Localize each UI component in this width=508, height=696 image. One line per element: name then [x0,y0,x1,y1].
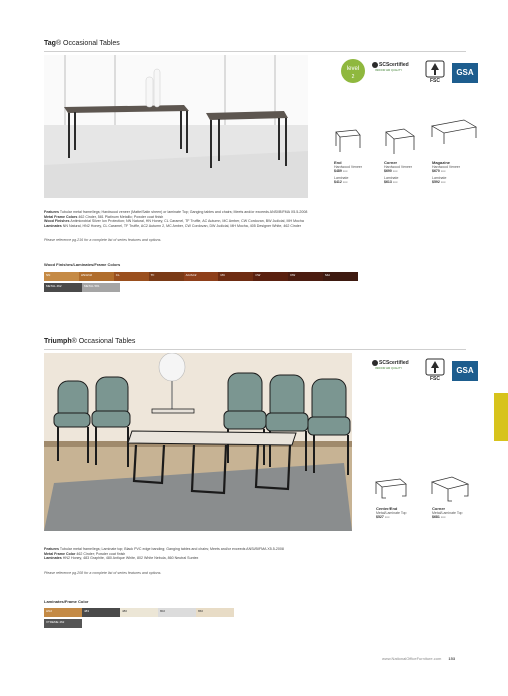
features-text: Tubular metal frame/legs; Hardwood veneer (Matte/Satin sheen) or laminate Top; Ganging tables and chairs; Meets and/or exceeds ANSI/BIFMA X5.5-2008 [59,210,308,214]
product-end [334,160,378,184]
scs-sub: INDOOR AIR QUALITY [375,69,403,72]
price-unit: List [342,169,348,174]
swatch-code: CW [255,273,261,277]
gsa-text: GSA [456,68,474,77]
product-line-label: Hardwood Veneer [334,165,363,169]
scs-certified-logo [372,360,416,384]
product-line-label: Laminate [384,175,399,180]
swatch-code: DW [290,273,296,277]
triumph-corner-drawing [430,474,470,504]
price-unit: List [392,169,398,174]
product-price: $412 [334,179,342,184]
level-logo [340,58,366,84]
product-line-label: Laminate [334,175,349,180]
metal-label: Metal Frame Colors [44,214,78,219]
price-unit: List [440,515,446,520]
swatch-code: NN [46,273,51,277]
swatch-code: TF [150,273,155,277]
tag-magazine-drawing [430,118,478,146]
swatch-code: METAL 462 [46,284,62,288]
scs-text: SCScertified [379,360,409,366]
price-unit: List [342,179,348,184]
product-center-end [376,506,426,520]
product-price: $527 [376,515,384,520]
scs-text: SCScertified [379,62,409,68]
product-corner [432,506,482,520]
swatch-code: HN/HN2 [80,273,93,277]
swatch-code: AC/AC2 [185,273,197,277]
product-price-row [384,169,428,173]
metal-text: 462 Cinder, 581 Platinum Metallic; Powder coat finish [78,214,164,219]
swatch-code: CL [115,273,120,277]
wood-label: Wood Finishes [44,219,70,224]
footer-url[interactable]: www.NationalOfficeFurniture.com [382,656,442,661]
swatch [82,283,120,292]
fsc-logo [424,60,446,86]
product-price-row [384,180,428,184]
triumph-note: Please reference pg.208 for a complete list of series features and options. [44,571,162,575]
product-name: Magazine [432,160,451,165]
product-price-row [334,180,378,184]
level-logo-text: level [346,66,360,72]
swatch [44,619,82,628]
laminates-text: NN Natural, HN2 Honey, CL Caramel, TF Truffle, AC2 Autumn 2, MC Amber, CW Cordovan, DW Judicial, MH Mocha, 405 Designer White, 462 Cinder [62,223,301,228]
fsc-logo [424,358,446,384]
product-name: End [334,160,342,165]
product-price: $592 [432,179,440,184]
product-price-row [334,169,378,173]
product-price: $690 [384,169,392,174]
product-name: Center/End [376,506,398,511]
price-unit: List [384,515,390,520]
product-line-label: Metal/Laminate Top [432,511,463,515]
page-number: 153 [448,656,456,661]
scs-sub: INDOOR AIR QUALITY [375,367,403,370]
swatch [82,608,120,617]
laminates-label: Laminates [44,223,62,228]
tag-corner-drawing [384,126,416,156]
product-price: $681 [432,515,440,520]
gsa-logo [452,361,478,381]
product-line-label: Metal/Laminate Top [376,511,407,515]
swatch [120,608,158,617]
fsc-text: FSC [430,376,440,382]
triumph-swatch-label: Laminates/Frame Color [44,599,89,604]
section-title-triumph [44,338,135,345]
section-tab [494,393,508,441]
title-bold: Tag [44,40,56,47]
swatch [184,272,219,281]
product-name: Corner [432,506,446,511]
section-title-tag [44,40,120,47]
laminates-label: Laminates [44,556,62,561]
swatch-code: HN2 [46,609,53,613]
divider [44,349,466,350]
title-rest: ® Occasional Tables [71,338,136,345]
swatch [218,272,253,281]
product-price-row [432,180,476,184]
title-rest: ® Occasional Tables [55,40,120,47]
swatch-code: 483 [84,609,90,613]
tag-product-photo [44,55,308,198]
triumph-swatches [44,608,234,617]
swatch [158,608,196,617]
swatch [196,608,234,617]
features-text: Tubular metal frame/legs; Laminate top; Black PVC edge banding; Ganging tables and chairs; Meets and/or exceeds ANSI/BIFMA X5.5-2008 [59,547,284,551]
metal-text: 462 Cinder; Powder coat finish [76,551,126,556]
wood-text: Antimicrobial Silver Ion Protection; NN Natural, HN Honey, CL Caramel, TF Truffle, AC Autumn, MC Amber, CW Cordovan, BW Judicial, MH Mocha [70,219,304,224]
scs-certified-logo [372,62,416,86]
tag-swatch-label: Wood Finishes/Laminates/Frame Colors [44,262,121,267]
product-corner [384,160,428,184]
gsa-logo [452,63,478,83]
features-label: Features [44,210,59,214]
product-price-row [432,169,476,173]
price-unit: List [392,179,398,184]
laminates-text: HN2 Honey, 483 Graphite, 480 Antique White, 802 White Nebula, 860 Neutral Suntex [62,556,199,561]
swatch [288,272,323,281]
footer [382,656,455,661]
swatch [149,272,184,281]
fsc-text: FSC [430,78,440,84]
swatch-code: MH [325,273,330,277]
tag-swatches [44,272,358,281]
price-unit: List [440,179,446,184]
swatch [44,608,82,617]
swatch [79,272,114,281]
product-price: $613 [384,179,392,184]
swatch [323,272,358,281]
triumph-product-photo [44,353,352,531]
price-unit: List [440,169,446,174]
triumph-center-drawing [374,476,408,502]
swatch [44,272,79,281]
tag-note: Please reference pg.216 for a complete list of series features and options. [44,238,162,242]
metal-label: Metal Frame Color [44,551,76,556]
swatch-code: METAL 581 [84,284,100,288]
product-price: $489 [334,169,342,174]
triumph-features [44,547,464,561]
swatch [44,283,82,292]
tag-metal-swatches [44,283,120,292]
features-label: Features [44,547,59,551]
swatch [253,272,288,281]
product-line-label: Hardwood Veneer [432,165,461,169]
swatch-code: 802 [160,609,166,613]
divider [44,51,466,52]
product-price-row [432,515,482,519]
product-price: $670 [432,169,440,174]
swatch [114,272,149,281]
product-line-label: Hardwood Veneer [384,165,413,169]
level-logo-num: 2 [351,74,355,80]
triumph-metal-swatches [44,619,82,628]
swatch-code: 480 [122,609,128,613]
product-name: Corner [384,160,398,165]
tag-end-drawing [334,126,362,154]
swatch-code: MC [220,273,226,277]
swatch-code: 860 [198,609,204,613]
product-line-label: Laminate [432,175,447,180]
product-price-row [376,515,426,519]
swatch-code: XTREME 462 [46,620,65,624]
product-magazine [432,160,476,184]
tag-features [44,210,464,228]
title-bold: Triumph [44,338,72,345]
gsa-text: GSA [456,366,474,375]
